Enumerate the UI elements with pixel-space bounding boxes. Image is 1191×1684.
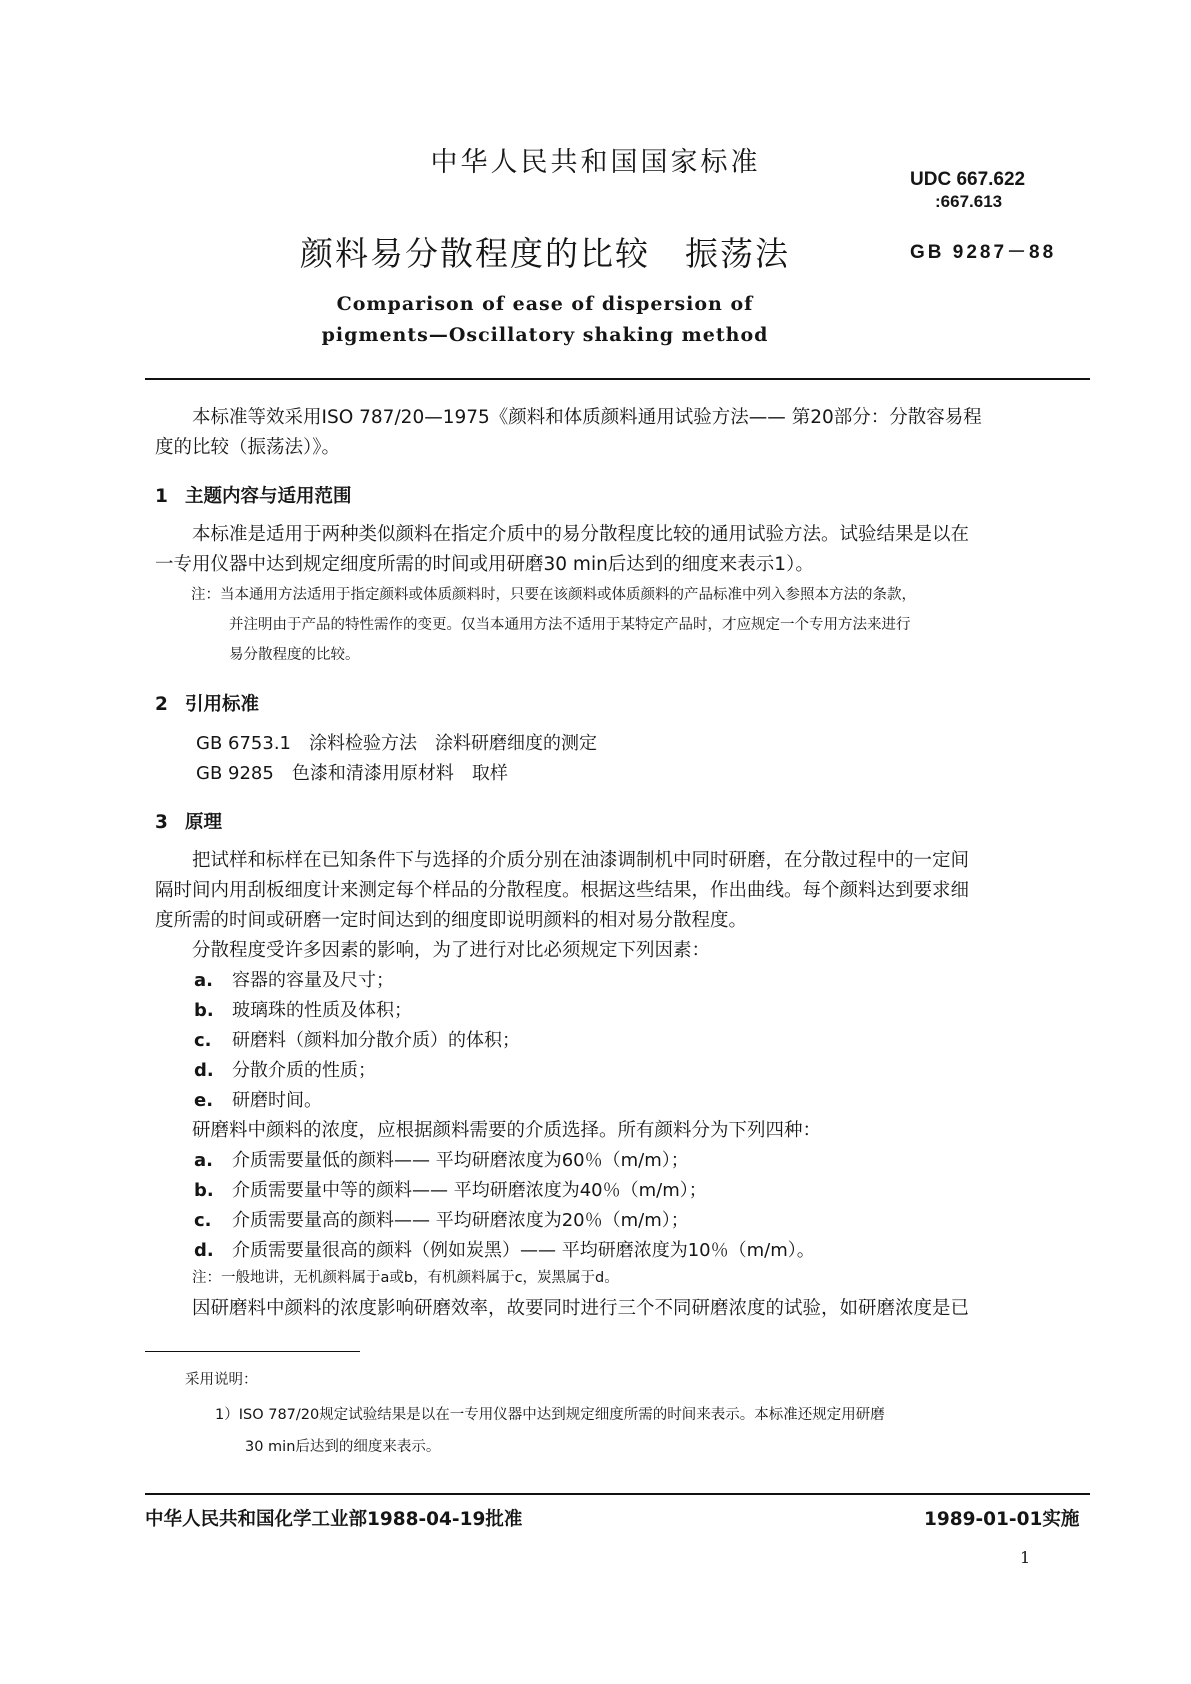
section-1-note-line2: 并注明由于产品的特性需作的变更。仅当本通用方法不适用于某特定产品时，才应规定一个专用方法来进行 <box>229 617 911 633</box>
footnote-line2: 30 min后达到的细度来表示。 <box>245 1439 441 1455</box>
list-item: d. 分散介质的性质； <box>194 1060 376 1081</box>
page-number: 1 <box>1020 1548 1031 1567</box>
section-3-para-line3: 度所需的时间或研磨一定时间达到的细度即说明颜料的相对易分散程度。 <box>155 910 748 931</box>
section-3-para-line2: 隔时间内用刮板细度计来测定每个样品的分散程度。根据这些结果，作出曲线。每个颜料达到要求细 <box>155 880 970 901</box>
udc-code-line2: :667.613 <box>935 192 1003 211</box>
list-item: d. 介质需要量很高的颜料（例如炭黑）—— 平均研磨浓度为10％（m/m）。 <box>194 1240 815 1261</box>
section-3-closing-line: 因研磨料中颜料的浓度影响研磨效率，故要同时进行三个不同研磨浓度的试验，如研磨浓度是已 <box>192 1298 970 1319</box>
section-1-number: 1 <box>155 486 168 507</box>
list-item: a. 介质需要量低的颜料—— 平均研磨浓度为60％（m/m）； <box>194 1150 689 1171</box>
section-2-title: 引用标准 <box>185 694 260 715</box>
document-title-english-line2: pigments—Oscillatory shaking method <box>321 324 769 346</box>
factors-intro: 分散程度受许多因素的影响，为了进行对比必须规定下列因素： <box>192 940 711 961</box>
list-item: c. 研磨料（颜料加分散介质）的体积； <box>194 1030 520 1051</box>
standard-number: GB 9287－88 <box>910 242 1057 263</box>
section-1-note-line3: 易分散程度的比较。 <box>229 647 360 663</box>
concentration-intro: 研磨料中颜料的浓度，应根据颜料需要的介质选择。所有颜料分为下列四种： <box>192 1120 822 1141</box>
section-1-para-line2: 一专用仪器中达到规定细度所需的时间或用研磨30 min后达到的细度来表示1）。 <box>155 554 814 575</box>
list-item: b. 介质需要量中等的颜料—— 平均研磨浓度为40％（m/m）； <box>194 1180 707 1201</box>
document-title-chinese: 颜料易分散程度的比较 振荡法 <box>300 234 790 273</box>
section-1-para-line1: 本标准是适用于两种类似颜料在指定介质中的易分散程度比较的通用试验方法。试验结果是以在 <box>192 524 970 545</box>
udc-code-line1: UDC 667.622 <box>910 169 1026 190</box>
header-divider <box>145 378 1090 380</box>
document-title-english-line1: Comparison of ease of dispersion of <box>336 293 754 315</box>
section-3-title: 原理 <box>185 812 223 833</box>
section-3-heading <box>155 808 222 834</box>
section-1-note-line1: 注：当本通用方法适用于指定颜料或体质颜料时，只要在该颜料或体质颜料的产品标准中列入参照本方法的条款， <box>191 587 916 603</box>
reference-item: GB 9285 色漆和清漆用原材料 取样 <box>196 763 508 784</box>
list-item: a. 容器的容量及尺寸； <box>194 970 394 991</box>
intro-line2: 度的比较（振荡法）》。 <box>155 437 341 458</box>
reference-item: GB 6753.1 涂料检验方法 涂料研磨细度的测定 <box>196 733 597 754</box>
section-2-heading <box>155 690 259 716</box>
footnote-label: 采用说明： <box>185 1372 258 1388</box>
list-item: c. 介质需要量高的颜料—— 平均研磨浓度为20％（m/m）； <box>194 1210 689 1231</box>
section-2-number: 2 <box>155 694 168 715</box>
section-1-heading <box>155 482 352 508</box>
issuing-authority-heading: 中华人民共和国国家标准 <box>430 147 761 178</box>
footer-divider <box>145 1493 1090 1495</box>
footnote-divider <box>145 1351 360 1352</box>
section-3-number: 3 <box>155 812 168 833</box>
intro-line1: 本标准等效采用ISO 787/20—1975《颜料和体质颜料通用试验方法—— 第20部分：分散容易程 <box>192 407 982 428</box>
section-3-note: 注：一般地讲，无机颜料属于a或b，有机颜料属于c，炭黑属于d。 <box>192 1270 619 1286</box>
effective-date: 1989-01-01实施 <box>924 1509 1080 1530</box>
approval-date: 中华人民共和国化学工业部1988-04-19批准 <box>145 1509 523 1530</box>
list-item: e. 研磨时间。 <box>194 1090 322 1111</box>
list-item: b. 玻璃珠的性质及体积； <box>194 1000 412 1021</box>
section-1-title: 主题内容与适用范围 <box>185 486 352 507</box>
footnote-line1: 1）ISO 787/20规定试验结果是以在一专用仪器中达到规定细度所需的时间来表示。本标准还规定用研磨 <box>215 1407 885 1423</box>
section-3-para-line1: 把试样和标样在已知条件下与选择的介质分别在油漆调制机中同时研磨，在分散过程中的一定间 <box>192 850 970 871</box>
